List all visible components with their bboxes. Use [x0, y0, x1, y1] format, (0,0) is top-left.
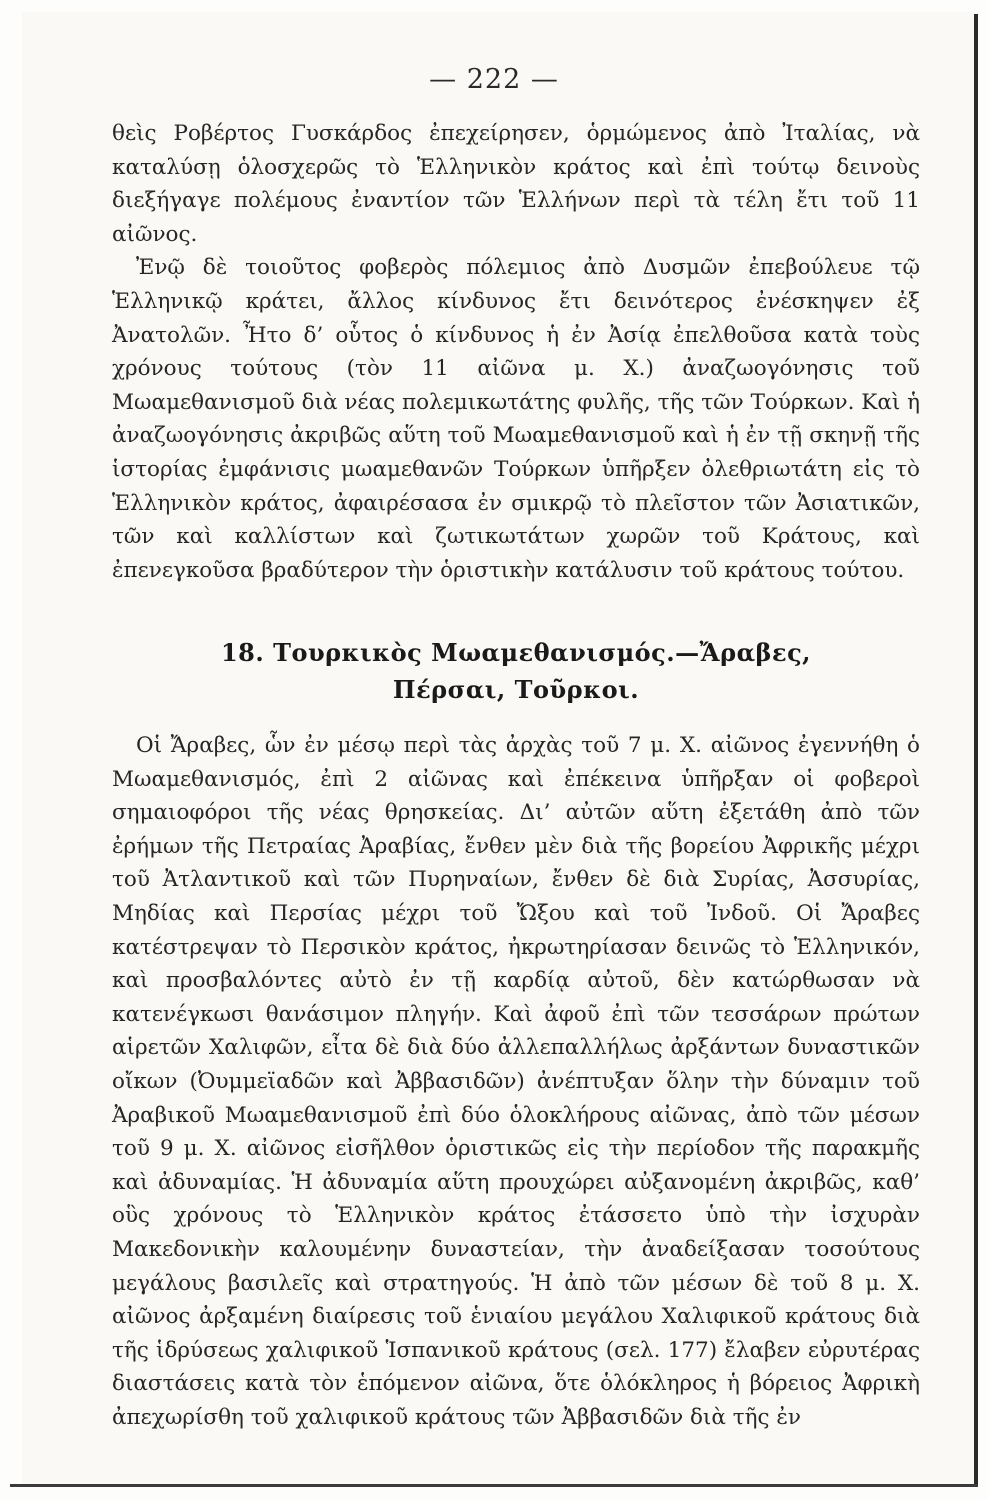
section-heading — [112, 634, 920, 708]
section-heading-line1: 18. Τουρκικὸς Μωαμεθανισμός.—Ἄραβες, — [220, 638, 812, 667]
page-number: — 222 — — [429, 64, 559, 95]
page-edge-shadow — [974, 14, 978, 1486]
section-heading-line2: Πέρσαι, Τοῦρκοι. — [392, 675, 640, 704]
paragraph-body: Ἐνῷ δὲ τοιοῦτος φοβερὸς πόλεμιος ἀπὸ Δυσμῶν ἐπεβούλευε τῷ Ἑλληνικῷ κράτει, ἄλλος κίνδυνος ἔτι δεινότερος ἐνέσκηψεν ἐξ Ἀνατολῶν. Ἦτο δ’ οὗτος ὁ κίνδυνος ἡ ἐν Ἀσίᾳ ἐπελθοῦσα κατὰ τοὺς χρόνους τούτους (τὸν 11 αἰῶνα μ. Χ.) ἀναζωογόνησις τοῦ Μωαμεθανισμοῦ διὰ νέας πολεμικωτάτης φυλῆς, τῆς τῶν Τούρκων. Καὶ ἡ ἀναζωογόνησις ἀκριβῶς αὕτη τοῦ Μωαμεθανισμοῦ καὶ ἡ ἐν τῇ σκηνῇ τῆς ἱστορίας ἐμφάνισις μωαμεθανῶν Τούρκων ὑπῆρξεν ὀλεθριωτάτη εἰς τὸ Ἑλληνικὸν κράτος, ἀφαιρέσασα ἐν σμικρῷ τὸ πλεῖστον τῶν Ἀσιατικῶν, τῶν καὶ καλλίστων καὶ ζωτικωτάτων χωρῶν τοῦ Κράτους, καὶ ἐπενεγκοῦσα βραδύτερον τὴν ὁριστικὴν κατάλυσιν τοῦ κράτους τούτου. — [112, 255, 920, 583]
section-text — [112, 729, 920, 1434]
page-bottom-edge — [10, 1484, 978, 1487]
opening-text — [112, 117, 920, 587]
section-paragraph: Οἱ Ἄραβες, ὧν ἐν μέσῳ περὶ τὰς ἀρχὰς τοῦ 7 μ. Χ. αἰῶνος ἐγεννήθη ὁ Μωαμεθανισμός, ἐπὶ 2 αἰῶνας καὶ ἐπέκεινα ὑπῆρξαν οἱ φοβεροὶ σημαιοφόροι τῆς νέας θρησκείας. Δι’ αὐτῶν αὕτη ἐξετάθη ἀπὸ τῶν ἐρήμων τῆς Πετραίας Ἀραβίας, ἔνθεν μὲν διὰ τῆς βορείου Ἀφρικῆς μέχρι τοῦ Ἀτλαντικοῦ καὶ τῶν Πυρηναίων, ἔνθεν δὲ διὰ Συρίας, Ἀσσυρίας, Μηδίας καὶ Περσίας μέχρι τοῦ Ὤξου καὶ τοῦ Ἰνδοῦ. Οἱ Ἄραβες κατέστρεψαν τὸ Περσικὸν κράτος, ἠκρωτηρίασαν δεινῶς τὸ Ἑλληνικόν, καὶ προσβαλόντες αὐτὸ ἐν τῇ καρδίᾳ αὐτοῦ, δὲν κατώρθωσαν νὰ κατενέγκωσι θανάσιμον πληγήν. Καὶ ἀφοῦ ἐπὶ τῶν τεσσάρων πρώτων αἱρετῶν Χαλιφῶν, εἶτα δὲ διὰ δύο ἀλλεπαλλήλως ἀρξάντων δυναστικῶν οἴκων (Ὀυμμεϊαδῶν καὶ Ἀββασιδῶν) ἀνέπτυξαν ὅλην τὴν δύναμιν τοῦ Ἀραβικοῦ Μωαμεθανισμοῦ ἐπὶ δύο ὁλοκλήρους αἰῶνας, ἀπὸ τῶν μέσων τοῦ 9 μ. Χ. αἰῶνος εἰσῆλθον ὁριστικῶς εἰς τὴν περίοδον τῆς παρακμῆς καὶ ἀδυναμίας. Ἡ ἀδυναμία αὕτη προυχώρει αὐξανομένη ἀκριβῶς, καθ’ οὓς χρόνους τὸ Ἑλληνικὸν κράτος ἐτάσσετο ὑπὸ τὴν ἰσχυρὰν Μακεδονικὴν καλουμένην δυναστείαν, τὴν ἀναδείξασαν τοσούτους μεγάλους βασιλεῖς καὶ στρατηγούς. Ἡ ἀπὸ τῶν μέσων δὲ τοῦ 8 μ. Χ. αἰῶνος ἀρξαμένη διαίρεσις τοῦ ἑνιαίου μεγάλου Χαλιφικοῦ κράτους διὰ τῆς ἱδρύσεως χαλιφικοῦ Ἱσπανικοῦ κράτους (σελ. 177) ἔλαβεν εὐρυτέρας διαστάσεις κατὰ τὸν ἑπόμενον αἰῶνα, ὅτε ὁλόκληρος ἡ βόρειος Ἀφρικὴ ἀπεχωρίσθη τοῦ χαλιφικοῦ κράτους τῶν Ἀββασιδῶν διὰ τῆς ἐν — [112, 733, 920, 1430]
paragraph-continued: θεὶς Ροβέρτος Γυσκάρδος ἐπεχείρησεν, ὁρμώμενος ἀπὸ Ἰταλίας, νὰ καταλύσῃ ὁλοσχερῶς τὸ Ἑλληνικὸν κράτος καὶ ἐπὶ τούτῳ δεινοὺς διεξήγαγε πολέμους ἐναντίον τῶν Ἑλλήνων περὶ τὰ τέλη ἔτι τοῦ 11 αἰῶνος. — [112, 121, 920, 247]
